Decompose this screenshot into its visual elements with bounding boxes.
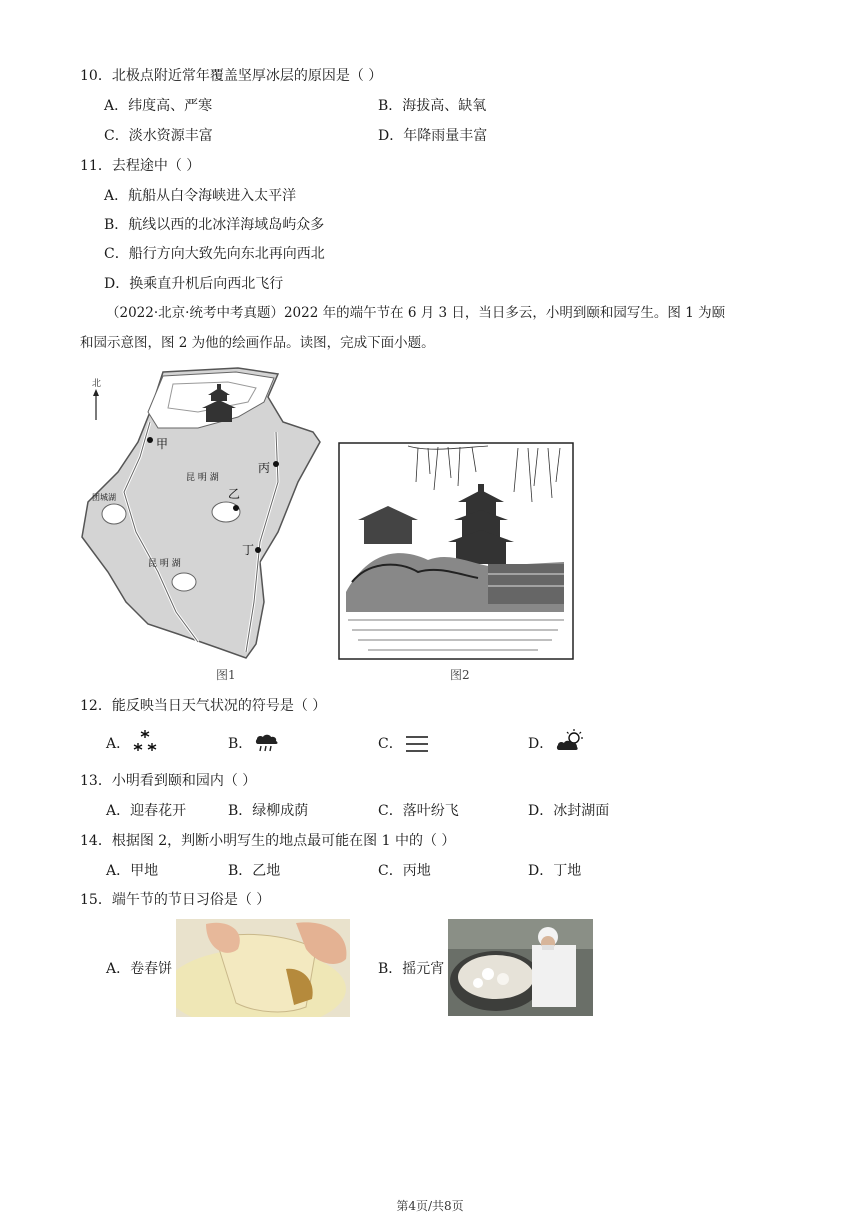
q12-option-c[interactable]: C． bbox=[378, 736, 403, 752]
island-south bbox=[172, 573, 196, 591]
label-bing: 丙 bbox=[258, 461, 271, 475]
figure-2-caption: 图2 bbox=[450, 668, 470, 682]
point-jia bbox=[147, 437, 153, 443]
point-yi bbox=[233, 505, 239, 511]
label-kunming-lake-main: 昆 明 湖 bbox=[186, 473, 219, 483]
question-11-stem: 11．去程途中（ ） bbox=[80, 158, 201, 174]
page-footer: 第4页/共8页 bbox=[396, 1199, 464, 1213]
figure-1-caption: 图1 bbox=[216, 668, 236, 682]
question-15-stem: 15．端午节的节日习俗是（ ） bbox=[80, 892, 271, 908]
q12-option-a[interactable]: A． bbox=[106, 736, 131, 752]
question-14-stem: 14．根据图 2，判断小明写生的地点最可能在图 1 中的（ ） bbox=[80, 833, 456, 849]
spring-pancake-photo bbox=[176, 919, 350, 1017]
question-12-stem: 12．能反映当日天气状况的符号是（ ） bbox=[80, 698, 327, 714]
q11-option-a[interactable]: A．航船从白令海峡进入太平洋 bbox=[104, 188, 297, 204]
q14-option-d[interactable]: D．丁地 bbox=[528, 863, 582, 879]
question-13-stem: 13．小明看到颐和园内（ ） bbox=[80, 773, 257, 789]
label-jia: 甲 bbox=[156, 437, 169, 451]
q11-option-b[interactable]: B．航线以西的北冰洋海域岛屿众多 bbox=[104, 217, 325, 233]
q10-option-b[interactable]: B．海拔高、缺氧 bbox=[378, 98, 487, 114]
point-bing bbox=[273, 461, 279, 467]
partly-cloudy-icon bbox=[556, 728, 586, 754]
q10-option-d[interactable]: D．年降雨量丰富 bbox=[378, 128, 488, 144]
q15-option-a[interactable]: A．卷春饼 bbox=[106, 961, 173, 977]
q14-option-c[interactable]: C．丙地 bbox=[378, 863, 431, 879]
figure-2-drawing bbox=[338, 442, 574, 660]
q14-option-a[interactable]: A．甲地 bbox=[106, 863, 159, 879]
q13-option-a[interactable]: A．迎春花开 bbox=[106, 803, 187, 819]
q15-option-b[interactable]: B．摇元宵 bbox=[378, 961, 445, 977]
figure-1-map bbox=[78, 362, 328, 662]
platform bbox=[488, 564, 564, 604]
q12-option-d[interactable]: D． bbox=[528, 736, 554, 752]
q11-option-d[interactable]: D．换乘直升机后向西北飞行 bbox=[104, 276, 284, 292]
label-kunming-lake-south: 昆 明 湖 bbox=[148, 559, 181, 569]
yuanxiao-rolling-photo bbox=[448, 919, 593, 1016]
fog-icon bbox=[404, 733, 430, 755]
rain-cloud-icon bbox=[254, 732, 280, 754]
q13-option-b[interactable]: B．绿柳成荫 bbox=[228, 803, 309, 819]
island-tuancheng bbox=[102, 504, 126, 524]
q13-option-d[interactable]: D．冰封湖面 bbox=[528, 803, 610, 819]
label-ding: 丁 bbox=[242, 543, 255, 557]
question-10-stem: 10．北极点附近常年覆盖坚厚冰层的原因是（ ） bbox=[80, 68, 383, 84]
label-tuancheng-lake: 团城湖 bbox=[92, 493, 116, 502]
q13-option-c[interactable]: C．落叶纷飞 bbox=[378, 803, 459, 819]
intro-line-1: （2022·北京·统考中考真题）2022 年的端午节在 6 月 3 日，当日多云，小明到颐和园写生。图 1 为颐 bbox=[106, 305, 726, 321]
q10-option-a[interactable]: A．纬度高、严寒 bbox=[104, 98, 213, 114]
q12-option-b[interactable]: B． bbox=[228, 736, 253, 752]
snow-icon bbox=[132, 728, 158, 756]
q11-option-c[interactable]: C．船行方向大致先向东北再向西北 bbox=[104, 246, 325, 262]
island-nanhu bbox=[212, 502, 240, 522]
intro-line-2: 和园示意图，图 2 为他的绘画作品。读图，完成下面小题。 bbox=[80, 335, 435, 351]
label-yi: 乙 bbox=[228, 487, 241, 501]
north-label: 北 bbox=[92, 379, 102, 389]
q10-option-c[interactable]: C．淡水资源丰富 bbox=[104, 128, 213, 144]
point-ding bbox=[255, 547, 261, 553]
q14-option-b[interactable]: B．乙地 bbox=[228, 863, 281, 879]
